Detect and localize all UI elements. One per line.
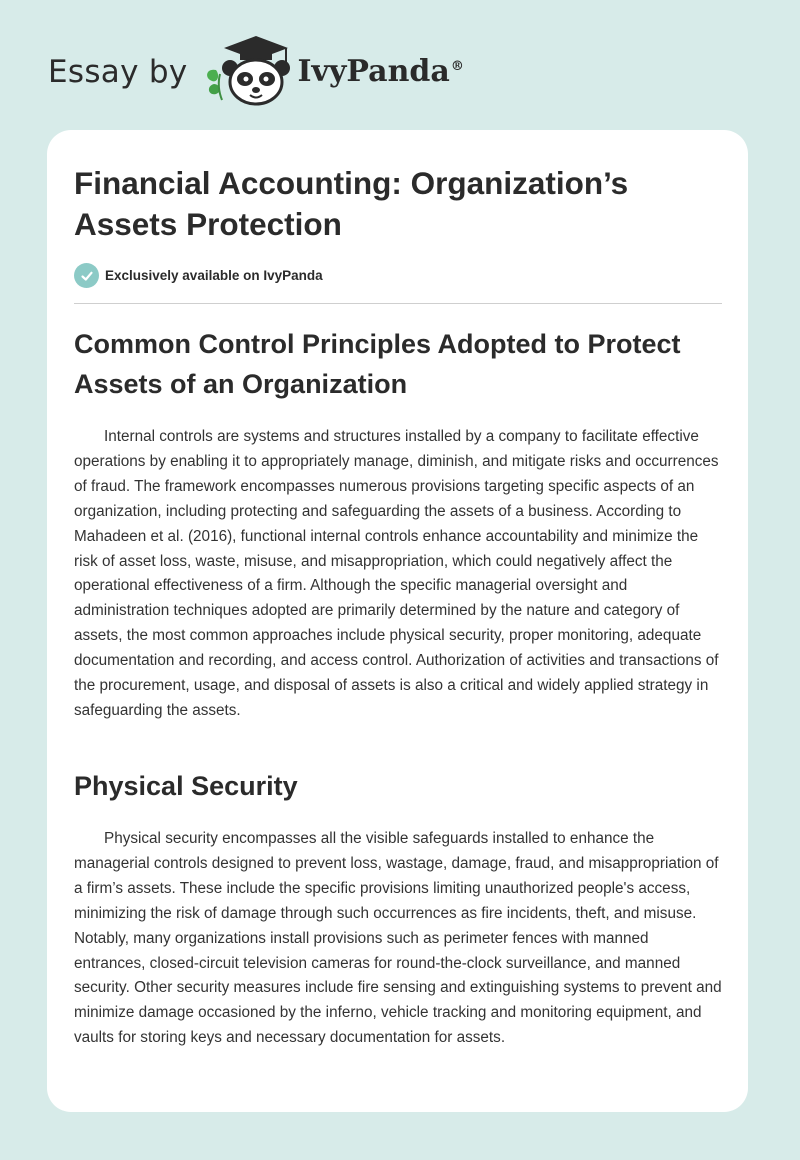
site-header: [48, 36, 464, 108]
essay-by-label: Essay by: [48, 53, 188, 90]
exclusive-badge-text: Exclusively available on IvyPanda: [105, 268, 323, 283]
article-title: Financial Accounting: Organization’s Assets Protection: [74, 165, 629, 242]
section-heading: Common Control Principles Adopted to Protect Assets of an Organization: [74, 329, 681, 399]
article-card: [47, 130, 748, 1112]
panda-mascot-icon: [202, 34, 290, 111]
divider: [74, 303, 722, 304]
brand-name: IvyPanda®: [297, 54, 464, 89]
ivypanda-logo[interactable]: [202, 34, 464, 111]
section-heading: Physical Security: [74, 771, 298, 801]
checkmark-icon: [74, 263, 99, 288]
exclusive-badge: [74, 263, 323, 288]
registered-mark: ®: [450, 59, 464, 74]
section-paragraph: Internal controls are systems and structures installed by a company to facilitate effective operations by enabling it to appropriately manage, diminish, and mitigate risks and occurrences of fraud. The framework encompasses numerous provisions targeting specific aspects of an organization, including protecting and safeguarding the assets of a business. According to Mahadeen et al. (2016), functional internal controls enhance accountability and minimize the risk of asset loss, waste, misuse, and misappropriation, which could negatively affect the operational effectiveness of a firm. Although the specific managerial oversight and administration techniques adopted are primarily determined by the nature and category of assets, the most common approaches include physical security, proper monitoring, adequate documentation and recording, and access control. Authorization of activities and transactions of the procurement, usage, and disposal of assets is also a critical and widely applied strategy in safeguarding the assets.: [74, 428, 719, 719]
ivy-leaf-icon: [207, 69, 222, 99]
section-paragraph: Physical security encompasses all the visible safeguards installed to enhance the managerial controls designed to prevent loss, wastage, damage, fraud, and misappropriation of a firm’s assets. These include the specific provisions limiting unauthorized people's access, minimizing the risk of damage through such occurrences as fire incidents, theft, and misuse. Notably, many organizations install provisions such as perimeter fences with manned entrances, closed-circuit television cameras for round-the-clock surveillance, and manned security. Other security measures include fire sensing and extinguishing systems to prevent and minimize damage occasioned by the inferno, vehicle tracking and monitoring equipment, and vaults for storing keys and necessary documentation for assets.: [74, 830, 722, 1047]
